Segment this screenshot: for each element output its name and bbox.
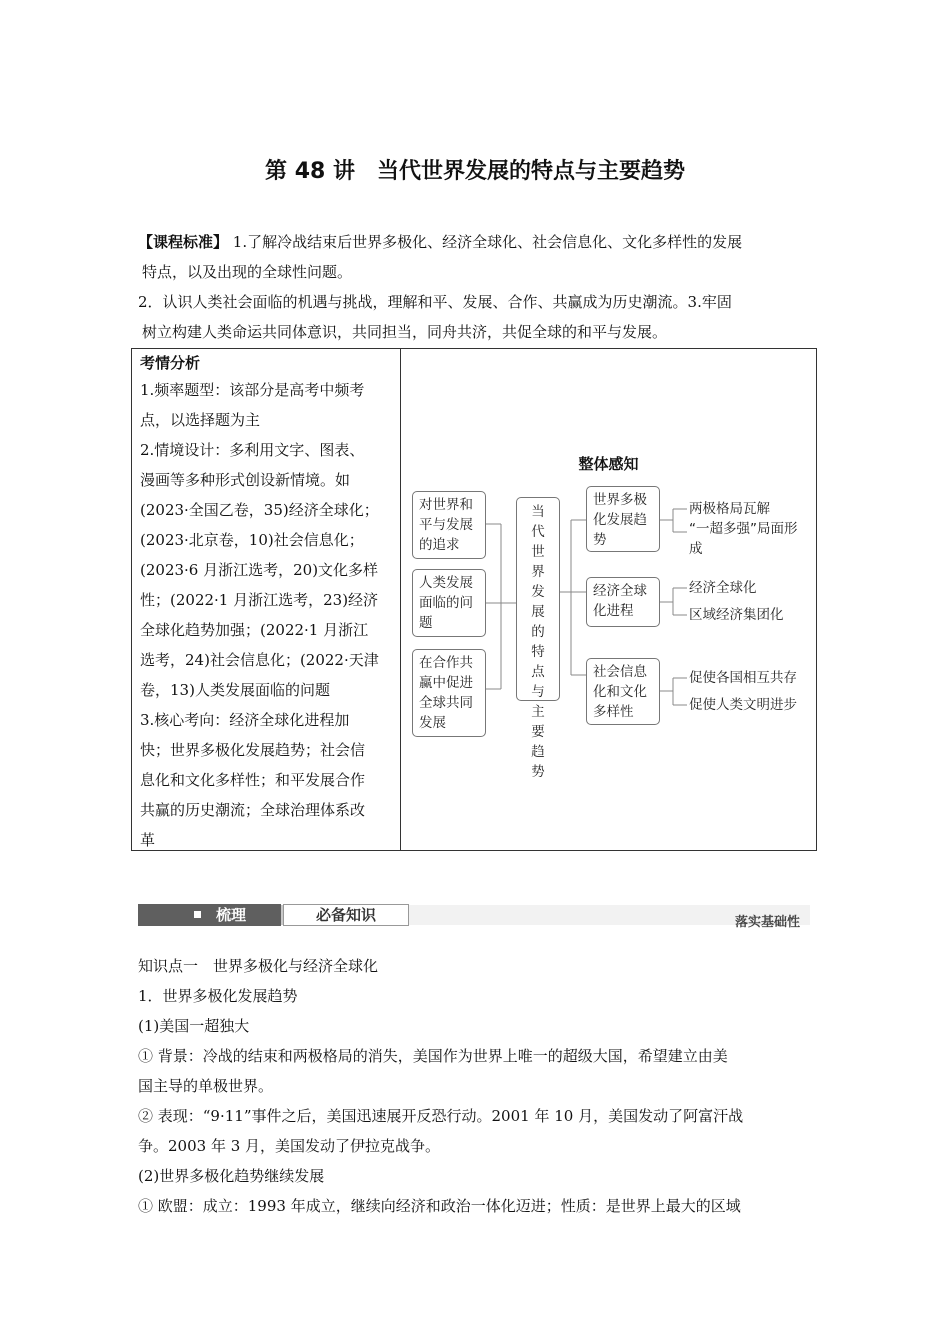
mindmap-leaf: “一超多强”局面形成 bbox=[689, 521, 798, 557]
mindmap-leaf: 促使人类文明进步 bbox=[689, 697, 797, 713]
standard-line-1: 【课程标准】 1.了解冷战结束后世界多极化、经济全球化、社会信息化、文化多样性的发展 bbox=[138, 233, 743, 251]
banner-dark-tab bbox=[138, 904, 281, 926]
mindmap-left-box: 在合作共赢中促进全球共同发展 bbox=[412, 649, 486, 737]
exam-line: (2023·6 月浙江选考，20)文化多样 bbox=[140, 561, 379, 579]
exam-line: 性；(2022·1 月浙江选考，23)经济 bbox=[140, 591, 379, 609]
section-banner bbox=[138, 885, 810, 935]
body-line: (2)世界多极化趋势继续发展 bbox=[138, 1167, 325, 1185]
standard-line-3: 2．认识人类社会面临的机遇与挑战，理解和平、发展、合作、共赢成为历史潮流。3.牢固 bbox=[138, 293, 732, 311]
exam-line: 1.频率题型：该部分是高考中频考 bbox=[140, 381, 365, 399]
body-line: 国主导的单极世界。 bbox=[138, 1077, 274, 1095]
exam-line: 共赢的历史潮流；全球治理体系改 bbox=[140, 801, 366, 819]
exam-line: 快；世界多极化发展趋势；社会信 bbox=[140, 741, 366, 759]
square-icon bbox=[194, 911, 201, 918]
knowledge-body bbox=[138, 951, 818, 1221]
standard-line-2: 特点，以及出现的全球性问题。 bbox=[142, 263, 353, 281]
mindmap-title: 整体感知 bbox=[578, 455, 639, 473]
body-line: 争。2003 年 3 月，美国发动了伊拉克战争。 bbox=[138, 1137, 441, 1155]
exam-line: (2023·北京卷，10)社会信息化； bbox=[140, 531, 364, 549]
body-line: (1)美国一超独大 bbox=[138, 1017, 250, 1035]
mindmap-leaf: 经济全球化 bbox=[689, 580, 757, 596]
body-line: ① 欧盟：成立：1993 年成立，继续向经济和政治一体化迈进；性质：是世界上最大的区域 bbox=[138, 1197, 741, 1215]
body-line: 1．世界多极化发展趋势 bbox=[138, 987, 298, 1005]
exam-line: 2.情境设计：多利用文字、图表、 bbox=[140, 441, 365, 459]
mindmap-leaf: 区域经济集团化 bbox=[689, 607, 784, 623]
exam-line: 选考，24)社会信息化；(2022·天津 bbox=[140, 651, 379, 669]
standard-label: 【课程标准】 bbox=[138, 233, 229, 251]
page-title: 第 48 讲 当代世界发展的特点与主要趋势 bbox=[265, 159, 685, 184]
course-standard bbox=[138, 227, 818, 347]
mindmap-cell bbox=[401, 349, 816, 850]
exam-analysis-heading: 考情分析 bbox=[140, 354, 201, 372]
exam-line: 3.核心考向：经济全球化进程加 bbox=[140, 711, 350, 729]
banner-left-label: 梳理 bbox=[216, 906, 247, 924]
exam-analysis-cell bbox=[132, 349, 401, 850]
exam-line: 点，以选择题为主 bbox=[140, 411, 261, 429]
exam-line: 全球化趋势加强；(2022·1 月浙江 bbox=[140, 621, 369, 639]
mindmap-center-box: 当代世界发展的特点与主要趋势 bbox=[516, 497, 560, 701]
mindmap-branch-box: 经济全球化进程 bbox=[586, 577, 660, 627]
mindmap-left-box: 人类发展面临的问题 bbox=[412, 569, 486, 637]
body-line: ① 背景：冷战的结束和两极格局的消失，美国作为世界上唯一的超级大国，希望建立由美 bbox=[138, 1047, 728, 1065]
standard-line-4: 树立构建人类命运共同体意识，共同担当，同舟共济，共促全球的和平与发展。 bbox=[142, 323, 668, 341]
banner-middle-label: 必备知识 bbox=[283, 904, 409, 926]
exam-line: (2023·全国乙卷，35)经济全球化； bbox=[140, 501, 379, 519]
banner-right-label: 落实基础性 bbox=[734, 915, 800, 930]
exam-line: 卷，13)人类发展面临的问题 bbox=[140, 681, 330, 699]
mindmap-leaf: 促使各国相互共存 bbox=[689, 670, 797, 686]
mindmap-leaf: 两极格局瓦解 bbox=[689, 501, 770, 517]
exam-line: 息化和文化多样性；和平发展合作 bbox=[140, 771, 366, 789]
exam-analysis-table bbox=[131, 348, 817, 851]
body-line: 知识点一 世界多极化与经济全球化 bbox=[138, 957, 379, 975]
mindmap-branch-box: 社会信息化和文化多样性 bbox=[586, 658, 660, 725]
exam-line: 革 bbox=[140, 831, 156, 849]
exam-line: 漫画等多种形式创设新情境。如 bbox=[140, 471, 351, 489]
mindmap-left-box: 对世界和平与发展的追求 bbox=[412, 491, 486, 559]
mindmap-branch-box: 世界多极化发展趋势 bbox=[586, 486, 660, 552]
body-line: ② 表现：“9·11”事件之后，美国迅速展开反恐行动。2001 年 10 月，美国发动了阿富汗战 bbox=[138, 1107, 744, 1125]
